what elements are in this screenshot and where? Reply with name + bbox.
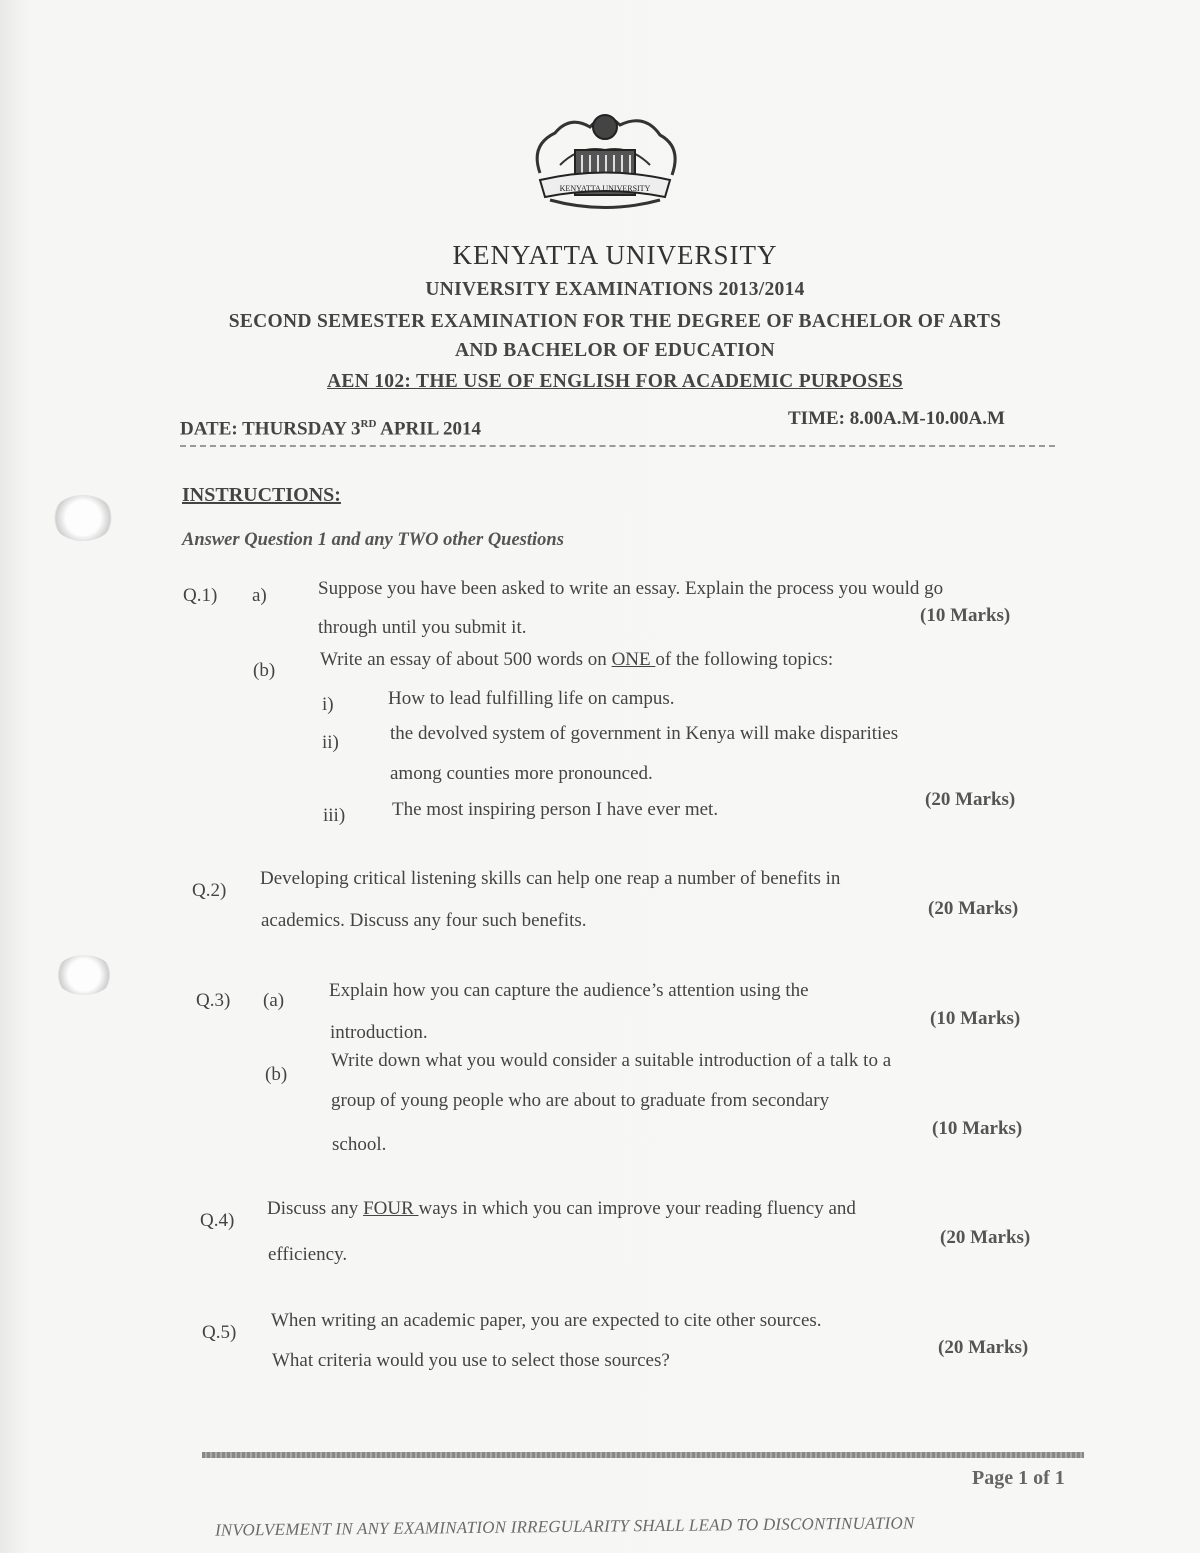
page-number: Page 1 of 1 bbox=[972, 1467, 1065, 1489]
q1-a-line1: Suppose you have been asked to write an essay. Explain the process you would go bbox=[318, 578, 944, 599]
q4-marks: (20 Marks) bbox=[940, 1227, 1031, 1248]
q1-b-i-text: How to lead fulfilling life on campus. bbox=[388, 688, 675, 709]
q2-marks: (20 Marks) bbox=[928, 898, 1019, 919]
q2-line2: academics. Discuss any four such benefits. bbox=[261, 910, 587, 931]
exam-date: DATE: THURSDAY 3RD APRIL 2014 bbox=[180, 418, 481, 440]
q1-b-ii-line1: the devolved system of government in Kenya will make disparities bbox=[390, 723, 899, 744]
q4-line2: efficiency. bbox=[268, 1244, 348, 1265]
course-title: AEN 102: THE USE OF ENGLISH FOR ACADEMIC PURPOSES bbox=[327, 371, 903, 392]
q2-number: Q.2) bbox=[192, 880, 227, 901]
q5-number: Q.5) bbox=[202, 1322, 237, 1343]
q3-b-label: (b) bbox=[265, 1064, 288, 1085]
punch-hole-bottom bbox=[55, 955, 113, 995]
q3-a-line1: Explain how you can capture the audience’s attention using the bbox=[329, 980, 809, 1001]
q1-b-iii-text: The most inspiring person I have ever met. bbox=[392, 799, 719, 820]
q1-b-iii-label: iii) bbox=[323, 805, 346, 826]
q3-a-label: (a) bbox=[263, 990, 285, 1011]
q1-b-ii-label: ii) bbox=[322, 732, 339, 753]
q1-b-text: Write an essay of about 500 words on ONE of the following topics: bbox=[320, 649, 834, 670]
q3-a-line2: introduction. bbox=[330, 1022, 428, 1043]
exam-time: TIME: 8.00A.M-10.00A.M bbox=[788, 408, 1005, 429]
degree-line-1: SECOND SEMESTER EXAMINATION FOR THE DEGREE OF BACHELOR OF ARTS bbox=[228, 311, 1002, 332]
instructions-heading: INSTRUCTIONS: bbox=[182, 484, 341, 506]
svg-text:KENYATTA UNIVERSITY: KENYATTA UNIVERSITY bbox=[559, 184, 651, 193]
q3-a-marks: (10 Marks) bbox=[930, 1008, 1021, 1029]
q1-b-label: (b) bbox=[253, 660, 276, 681]
university-title: KENYATTA UNIVERSITY bbox=[452, 240, 778, 270]
header-divider bbox=[180, 445, 1055, 447]
punch-hole-top bbox=[52, 495, 114, 541]
q5-line2: What criteria would you use to select those sources? bbox=[272, 1350, 670, 1371]
q1-b-ii-line2: among counties more pronounced. bbox=[390, 763, 653, 784]
q4-line1: Discuss any FOUR ways in which you can improve your reading fluency and bbox=[267, 1198, 856, 1219]
q3-number: Q.3) bbox=[196, 990, 231, 1011]
q1-a-line2: through until you submit it. bbox=[318, 617, 527, 638]
q1-b-i-label: i) bbox=[322, 694, 334, 715]
q3-b-line3: school. bbox=[332, 1134, 387, 1155]
university-crest-logo bbox=[520, 105, 690, 223]
q2-line1: Developing critical listening skills can help one reap a number of benefits in bbox=[260, 868, 841, 889]
q1-number: Q.1) bbox=[183, 585, 218, 606]
footer-warning: INVOLVEMENT IN ANY EXAMINATION IRREGULARITY SHALL LEAD TO DISCONTINUATION bbox=[214, 1513, 915, 1540]
q3-b-line2: group of young people who are about to graduate from secondary bbox=[331, 1090, 830, 1111]
instructions-text: Answer Question 1 and any TWO other Questions bbox=[182, 530, 564, 550]
degree-line-2: AND BACHELOR OF EDUCATION bbox=[454, 340, 776, 361]
q5-marks: (20 Marks) bbox=[938, 1337, 1029, 1358]
q3-b-marks: (10 Marks) bbox=[932, 1118, 1023, 1139]
q1-a-marks: (10 Marks) bbox=[920, 605, 1011, 626]
q4-number: Q.4) bbox=[200, 1210, 235, 1231]
q3-b-line1: Write down what you would consider a suitable introduction of a talk to a bbox=[331, 1050, 892, 1071]
q1-b-marks: (20 Marks) bbox=[925, 789, 1016, 810]
q1-a-label: a) bbox=[252, 585, 267, 606]
footer-rule bbox=[202, 1452, 1084, 1458]
q5-line1: When writing an academic paper, you are expected to cite other sources. bbox=[271, 1310, 822, 1331]
exams-year: UNIVERSITY EXAMINATIONS 2013/2014 bbox=[425, 279, 805, 300]
